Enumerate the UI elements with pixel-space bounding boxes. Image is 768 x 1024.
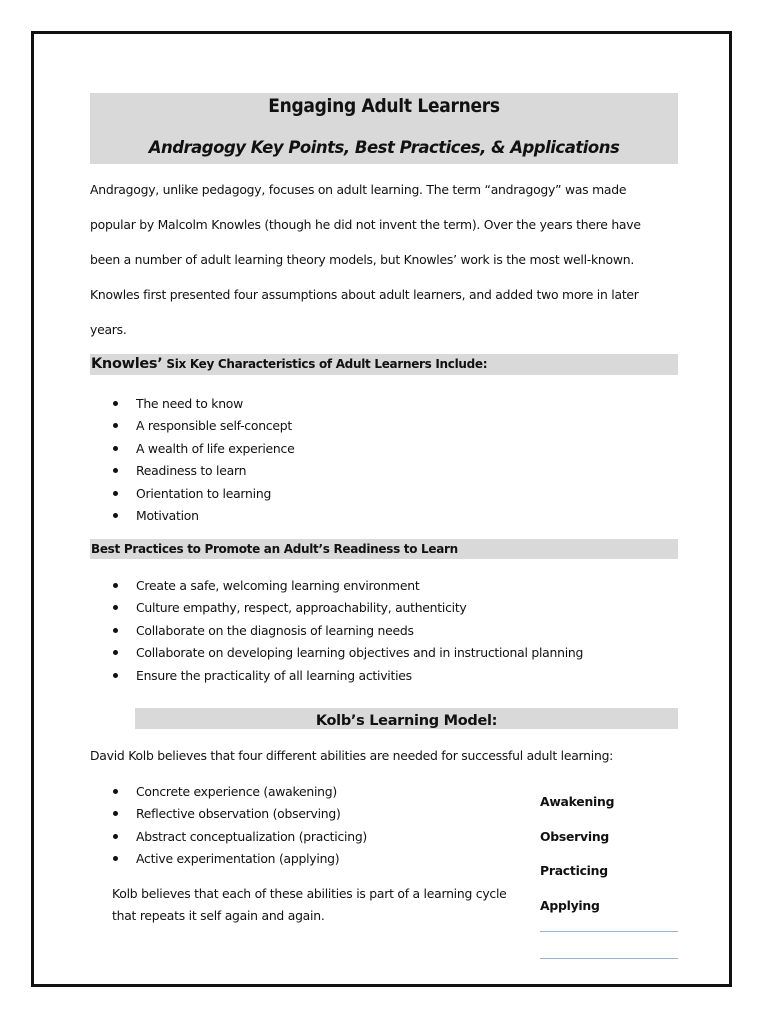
title-block [90,93,678,164]
divider-line [540,931,678,932]
kolb-stage-label: Awakening [540,794,615,809]
list-item: Ensure the practicality of all learning activities [110,667,583,689]
intro-line: years. [90,322,127,337]
divider-line [540,958,678,959]
intro-line: Knowles first presented four assumptions about adult learners, and added two more in later [90,287,639,302]
list-item: Abstract conceptualization (practicing) [110,828,367,850]
intro-line: been a number of adult learning theory models, but Knowles’ work is the most well-known. [90,252,635,267]
kolb-note-line: Kolb believes that each of these abilities is part of a learning cycle [112,886,507,901]
kolb-stage-label: Observing [540,829,610,844]
list-item: Collaborate on the diagnosis of learning needs [110,622,583,644]
intro-line: popular by Malcolm Knowles (though he did not invent the term). Over the years there have [90,217,641,232]
best-practices-heading: Best Practices to Promote an Adult’s Readiness to Learn [91,542,458,556]
kolb-note-line: that repeats it self again and again. [112,908,325,923]
bullet-icon [113,513,118,518]
kolb-stage-label: Applying [540,898,600,913]
bullet-icon [113,423,118,428]
kolb-cycle-note [112,883,507,927]
bullet-icon [113,789,118,794]
list-item: Create a safe, welcoming learning environment [110,577,583,599]
list-item: Concrete experience (awakening) [110,783,367,805]
intro-line: Andragogy, unlike pedagogy, focuses on adult learning. The term “andragogy” was made [90,182,627,197]
list-item: Orientation to learning [110,485,294,507]
document-subtitle: Andragogy Key Points, Best Practices, & Applications [148,138,620,157]
bullet-icon [113,811,118,816]
list-item: Culture empathy, respect, approachability, authenticity [110,599,583,621]
knowles-heading [91,356,487,372]
list-item: Active experimentation (applying) [110,850,367,872]
kolb-intro: David Kolb believes that four different abilities are needed for successful adult learning: [90,748,614,763]
bullet-icon [113,401,118,406]
bullet-icon [113,834,118,839]
knowles-heading-rest: Six Key Characteristics of Adult Learners Include: [162,357,488,371]
best-practices-list [110,577,583,689]
list-item: A responsible self-concept [110,417,294,439]
knowles-characteristics-list [110,395,294,529]
bullet-icon [113,491,118,496]
kolb-stage-label: Practicing [540,863,608,878]
bullet-icon [113,605,118,610]
document-title: Engaging Adult Learners [268,95,500,117]
bullet-icon [113,583,118,588]
list-item: The need to know [110,395,294,417]
kolb-heading: Kolb’s Learning Model: [315,713,498,729]
bullet-icon [113,673,118,678]
bullet-icon [113,650,118,655]
kolb-heading-band [135,708,678,729]
bullet-icon [113,446,118,451]
kolb-abilities-list [110,783,367,873]
bullet-icon [113,856,118,861]
list-item: A wealth of life experience [110,440,294,462]
list-item: Reflective observation (observing) [110,805,367,827]
list-item: Collaborate on developing learning objectives and in instructional planning [110,644,583,666]
knowles-heading-lead: Knowles’ [91,356,163,372]
bullet-icon [113,628,118,633]
list-item: Motivation [110,507,294,529]
best-practices-heading-band [90,539,678,559]
bullet-icon [113,468,118,473]
list-item: Readiness to learn [110,462,294,484]
knowles-heading-band [90,354,678,375]
